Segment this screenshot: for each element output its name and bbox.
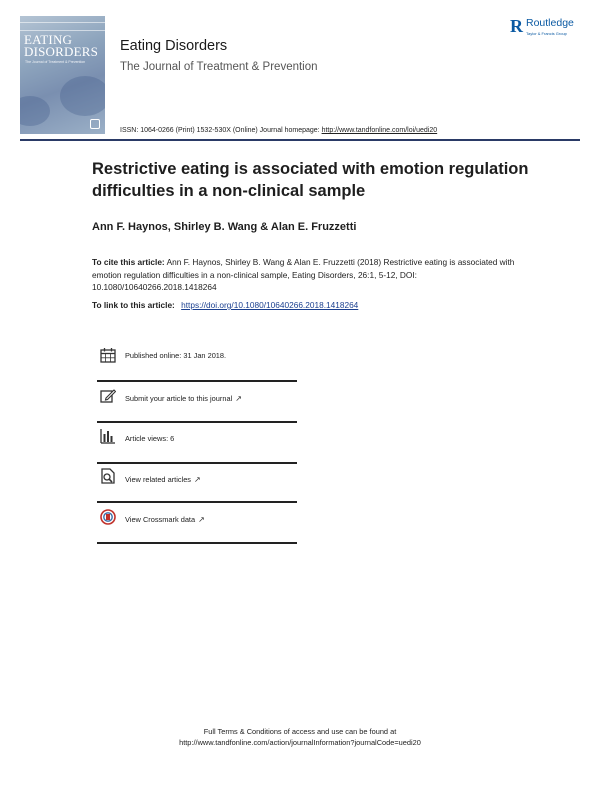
publisher-name: Routledge xyxy=(526,17,574,29)
cover-subtitle: The Journal of Treatment & Prevention xyxy=(25,60,86,64)
published-online-text: Published online: 31 Jan 2018. xyxy=(125,351,227,360)
related-articles-link[interactable]: View related articles ↗ xyxy=(125,475,201,484)
footer-line-1: Full Terms & Conditions of access and use can be found at xyxy=(203,727,397,736)
edit-icon xyxy=(100,388,116,404)
article-authors: Ann F. Haynos, Shirley B. Wang & Alan E. Fruzzetti xyxy=(92,221,357,233)
external-link-icon: ↗ xyxy=(198,515,205,524)
routledge-r-icon: R xyxy=(510,16,523,36)
routledge-logo[interactable] xyxy=(510,16,590,40)
citation-text: Ann F. Haynos, Shirley B. Wang & Alan E. Fruzzetti (2018) Restrictive eating is associated with emotion regulation difficulties in a non-clinical sample, Eating Disorders, 26:1, 5-12, DOI: xyxy=(92,257,515,280)
crossmark-icon xyxy=(100,509,116,525)
article-views-text: Article views: 6 xyxy=(125,434,175,443)
publisher-tagline: Taylor & Francis Group xyxy=(526,31,567,36)
link-label: To link to this article: xyxy=(92,300,175,310)
article-link-line xyxy=(92,300,358,310)
journal-homepage-link[interactable]: http://www.tandfonline.com/loi/uedi20 xyxy=(321,127,438,134)
journal-subtitle: The Journal of Treatment & Prevention xyxy=(120,61,318,73)
submit-article-row[interactable] xyxy=(97,386,297,416)
journal-title: Eating Disorders xyxy=(120,38,228,54)
header-divider xyxy=(20,139,580,141)
footer-terms-link[interactable]: http://www.tandfonline.com/action/journalInformation?journalCode=uedi20 xyxy=(179,738,421,747)
related-articles-row[interactable] xyxy=(97,466,297,496)
cover-publisher-logo xyxy=(90,119,100,129)
journal-cover-image xyxy=(20,16,105,134)
row-divider xyxy=(97,380,297,382)
crossmark-link[interactable]: View Crossmark data ↗ xyxy=(125,515,205,524)
external-link-icon: ↗ xyxy=(235,394,242,403)
row-divider xyxy=(97,542,297,544)
article-views-row xyxy=(97,426,297,456)
row-divider xyxy=(97,501,297,503)
citation-doi[interactable]: 10.1080/10640266.2018.1418264 xyxy=(92,282,217,292)
external-link-icon: ↗ xyxy=(194,475,201,484)
issn-line xyxy=(120,127,437,134)
row-divider xyxy=(97,462,297,464)
issn-text: ISSN: 1064-0266 (Print) 1532-530X (Online) Journal homepage: xyxy=(120,127,320,134)
published-online-row xyxy=(97,346,297,376)
crossmark-row[interactable] xyxy=(97,507,297,537)
row-divider xyxy=(97,421,297,423)
citation-block xyxy=(92,256,522,294)
calendar-icon xyxy=(100,347,116,363)
footer-terms xyxy=(0,726,600,748)
citation-label: To cite this article: xyxy=(92,257,165,267)
related-articles-search-icon xyxy=(100,468,116,484)
article-doi-link[interactable]: https://doi.org/10.1080/10640266.2018.1418264 xyxy=(181,300,359,310)
article-title: Restrictive eating is associated with emotion regulation difficulties in a non-clinical sample xyxy=(92,160,529,200)
bar-chart-icon xyxy=(100,428,116,444)
submit-article-link[interactable]: Submit your article to this journal ↗ xyxy=(125,394,242,403)
cover-title: EATING DISORDERS xyxy=(24,32,99,59)
